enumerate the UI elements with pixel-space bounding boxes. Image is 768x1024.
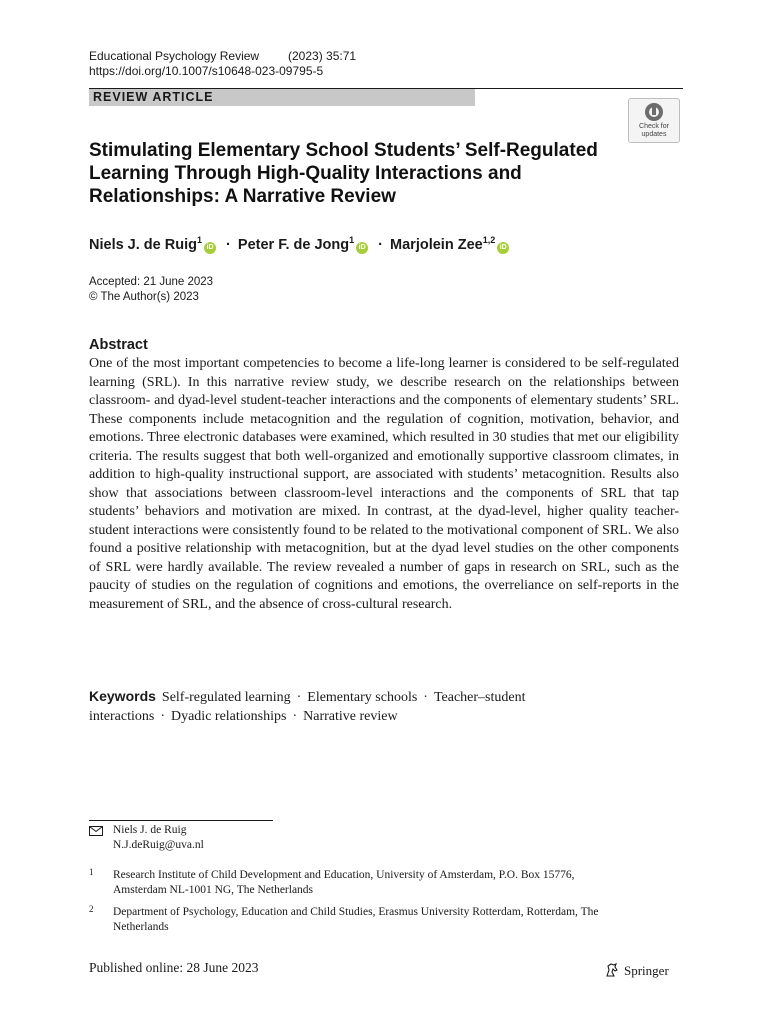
author-name[interactable]: Peter F. de Jong [237, 236, 350, 253]
keyword: Dyadic relationships [170, 709, 287, 724]
publisher-logo [604, 962, 669, 979]
affiliation-text: Research Institute of Child Development and Education, University of Amsterdam, P.O. Box 15776, Amsterdam NL-1001 NG, The Netherlands [113, 869, 575, 896]
check-updates-label: Check for updates [639, 123, 669, 138]
affiliation-number: 2 [89, 904, 94, 914]
doi-link[interactable]: https://doi.org/10.1007/s10648-023-09795-5 [89, 64, 324, 78]
orcid-icon[interactable]: iD [204, 242, 216, 254]
article-type-label: REVIEW ARTICLE [93, 90, 214, 104]
journal-name: Educational Psychology Review [89, 49, 260, 63]
journal-volume: (2023) 35:71 [288, 49, 357, 63]
author-name[interactable]: Niels J. de Ruig [89, 236, 197, 253]
keywords-block [89, 687, 649, 726]
affiliation-number: 1 [89, 867, 94, 877]
corresponding-author-name: Niels J. de Ruig [113, 824, 187, 836]
abstract-heading: Abstract [89, 337, 148, 353]
copyright-notice: © The Author(s) 2023 [89, 291, 199, 303]
keyword: Teacher–student interactions [89, 690, 526, 724]
journal-citation [89, 49, 356, 64]
check-for-updates-button[interactable] [628, 98, 680, 143]
corresponding-author-email[interactable]: N.J.deRuig@uva.nl [113, 839, 204, 851]
author-separator: · [226, 236, 231, 253]
springer-horse-icon [604, 962, 620, 978]
abstract-text: One of the most important competencies to become a life-long learner is considered to be self-regulated learning (SRL). In this narrative review study, we describe research on the relationships between classroom- and dyad-level student-teacher interactions and the components of elementary students’ SRL. These components include metacognition and the regulation of cognition, motivation, behavior, and emotions. Three electronic databases were examined, which resulted in 30 studies that met our eligibility criteria. The results suggest that both well-organized and emotionally supportive classroom climates, in addition to high-quality instructional support, are associated with students’ metacognition. Results also show that associations between classroom-level interactions and the components of SRL that tap students’ behaviors and motivation are mixed. In contrast, at the dyad-level, higher quality teacher-student interactions were consistently found to be related to the motivational component of SRL. We also found a positive relationship with metacognition, but at the dyad level studies on the other components of SRL were hardly available. The review revealed a number of gaps in research on SRL, such as the paucity of studies on the regulation of cognitions and emotions, the overreliance on self-reports in the measurement of SRL, and the absence of cross-cultural research. [89, 356, 679, 612]
keyword-separator: · [296, 690, 302, 705]
publisher-name: Springer [624, 963, 669, 978]
envelope-icon [89, 826, 103, 836]
article-type-bar [89, 89, 475, 106]
keyword: Elementary schools [307, 690, 418, 705]
check-updates-icon [644, 102, 664, 122]
orcid-icon[interactable]: iD [356, 242, 368, 254]
orcid-icon[interactable]: iD [497, 242, 509, 254]
keyword-separator: · [160, 709, 165, 724]
paper-title: Stimulating Elementary School Students’ Self-Regulated Learning Through High-Quality Interactions and Relationships: A Narrative Review [89, 140, 598, 207]
keywords-label: Keywords [89, 688, 156, 704]
author-separator: · [378, 236, 383, 253]
footnote-rule [89, 820, 273, 821]
author-list [89, 231, 512, 255]
author-name[interactable]: Marjolein Zee [390, 236, 483, 253]
author-affil: 1,2 [482, 235, 496, 245]
author-affil: 1 [349, 235, 355, 245]
published-online-date: Published online: 28 June 2023 [89, 960, 259, 975]
keyword-separator: · [292, 709, 298, 724]
keyword: Narrative review [303, 709, 398, 724]
keyword-separator: · [423, 690, 428, 705]
author-affil: 1 [196, 235, 202, 245]
affiliation-text: Department of Psychology, Education and Child Studies, Erasmus University Rotterdam, Rotterdam, The Netherlands [113, 906, 599, 933]
accepted-date: Accepted: 21 June 2023 [89, 276, 214, 288]
keyword: Self-regulated learning [161, 690, 291, 705]
